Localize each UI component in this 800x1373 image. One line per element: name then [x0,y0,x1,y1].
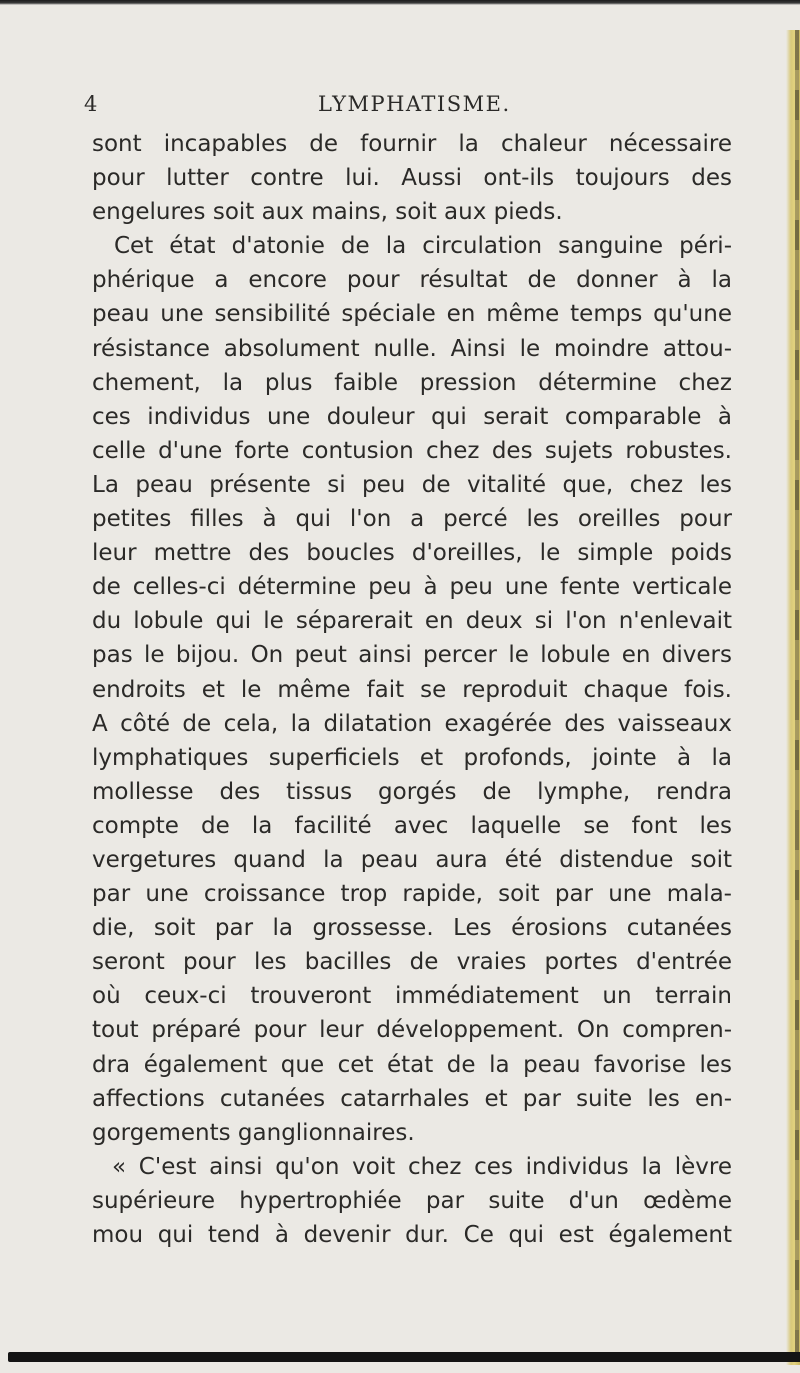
text-line: celle d'une forte contusion chez des sujets robustes. [92,437,732,464]
text-line: ces individus une douleur qui serait comparable à [92,403,732,430]
text-line: La peau présente si peu de vitalité que, chez les [92,471,732,498]
text-line: die, soit par la grossesse. Les érosions cutanées [92,915,732,942]
text-line: supérieure hypertrophiée par suite d'un œdème [92,1187,732,1214]
text-line: « C'est ainsi qu'on voit chez ces individus la lèvre [112,1153,732,1180]
text-line: par une croissance trop rapide, soit par une mala- [92,881,732,908]
text-line: seront pour les bacilles de vraies portes d'entrée [92,949,732,976]
page-right-edge-shadow [795,30,799,1360]
text-line: où ceux-ci trouveront immédiatement un terrain [92,983,732,1010]
text-line: dra également que cet état de la peau favorise les [92,1051,732,1078]
bottom-edge-rule [8,1352,800,1362]
text-line: résistance absolument nulle. Ainsi le moindre attou- [92,335,732,362]
text-line: mou qui tend à devenir dur. Ce qui est également [92,1222,732,1248]
text-line: tout préparé pour leur développement. On compren- [92,1017,732,1044]
text-line: peau une sensibilité spéciale en même temps qu'une [92,301,732,328]
text-line: A côté de cela, la dilatation exagérée des vaisseaux [92,710,732,737]
text-line: de celles-ci détermine peu à peu une fente verticale [92,574,732,601]
text-line: petites filles à qui l'on a percé les oreilles pour [92,506,732,533]
text-line: leur mettre des boucles d'oreilles, le simple poids [92,540,732,567]
text-line: pas le bijou. On peut ainsi percer le lobule en divers [92,642,732,669]
body-text [92,127,732,1252]
text-line: engelures soit aux mains, soit aux pieds. [92,199,563,226]
top-edge-rule [0,0,800,5]
text-line: sont incapables de fournir la chaleur nécessaire [92,131,732,157]
page-number: 4 [84,92,99,116]
text-line: du lobule qui le séparerait en deux si l'on n'enlevait [92,608,732,635]
text-line: phérique a encore pour résultat de donner à la [92,267,732,294]
text-line: mollesse des tissus gorgés de lymphe, rendra [92,778,732,805]
page-header [0,92,800,126]
text-line: vergetures quand la peau aura été distendue soit [92,846,732,873]
text-line: endroits et le même fait se reproduit chaque fois. [92,676,732,703]
text-line: pour lutter contre lui. Aussi ont-ils toujours des [92,165,732,192]
text-line: lymphatiques superficiels et profonds, jointe à la [92,744,732,771]
text-line: compte de la facilité avec laquelle se font les [92,812,732,839]
running-title: LYMPHATISME. [318,92,511,116]
text-line: Cet état d'atonie de la circulation sanguine péri- [114,233,732,260]
text-line: chement, la plus faible pression détermine chez [92,369,732,396]
text-line: affections cutanées catarrhales et par suite les en- [92,1085,732,1112]
text-line: gorgements ganglionnaires. [92,1119,415,1146]
